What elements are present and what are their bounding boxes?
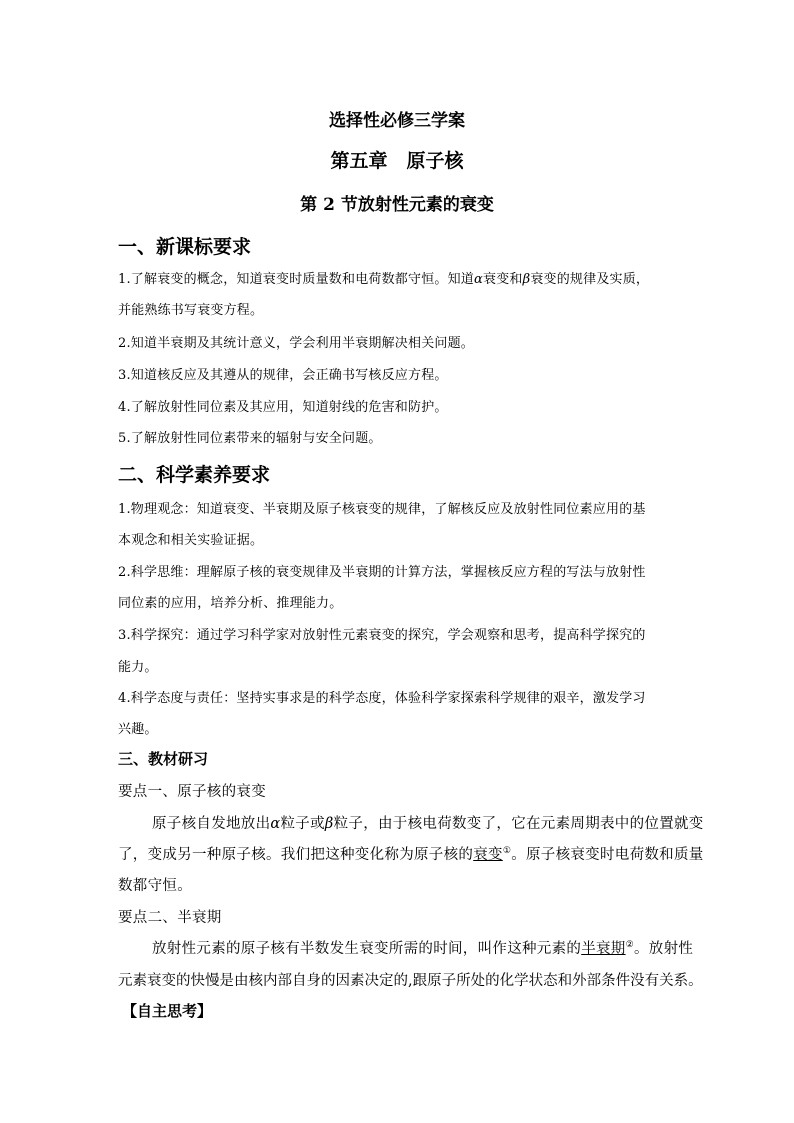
curriculum-item-4: 4.了解放射性同位素及其应用，知道射线的危害和防护。	[118, 400, 448, 415]
chapter-title: 第五章 原子核	[330, 150, 464, 172]
text-run: 衰变和	[483, 272, 523, 287]
curriculum-item-1	[118, 268, 649, 287]
point-2-line-1	[152, 937, 693, 958]
literacy-item-4: 4.科学态度与责任：坚持实事求是的科学态度，体验科学家探索科学规律的艰辛，激发学习	[118, 691, 646, 706]
curriculum-item-5: 5.了解放射性同位素带来的辐射与安全问题。	[118, 431, 382, 446]
point-2-line-2: 元素衰变的快慢是由核内部自身的因素决定的,跟原子所处的化学状态和外部条件没有关系。	[118, 973, 703, 989]
point-2-title: 要点二、半衰期	[118, 910, 222, 926]
literacy-item-1: 1.物理观念：知道衰变、半衰期及原子核衰变的规律，了解核反应及放射性同位素应用的基	[118, 502, 646, 517]
text-run: 放射性元素的原子核有半数发生衰变所需的时间，叫作这种元素的	[152, 941, 582, 957]
point-1-line-1	[152, 812, 704, 833]
heading-science-literacy: 二、科学素养要求	[118, 464, 271, 486]
alpha-symbol: α	[270, 816, 281, 832]
term-decay: 衰变	[473, 847, 503, 863]
text-run: 粒子或	[280, 816, 325, 832]
text-run: 1.了解衰变的概念，知道衰变时质量数和电荷数都守恒。知道	[118, 272, 475, 287]
curriculum-item-3: 3.知道核反应及其遵从的规律，会正确书写核反应方程。	[118, 368, 448, 383]
literacy-item-2-cont: 同位素的应用，培养分析、推理能力。	[118, 596, 343, 611]
literacy-item-2: 2.科学思维：理解原子核的衰变规律及半衰期的计算方法，掌握核反应方程的写法与放射性	[118, 565, 646, 580]
point-1-line-2	[118, 843, 704, 864]
text-run: 了，变成另一种原子核。我们把这种变化称为原子核的	[118, 847, 474, 863]
text-run: 。放射性	[633, 941, 694, 957]
literacy-item-3: 3.科学探究：通过学习科学家对放射性元素衰变的探究，学会观察和思考，提高科学探究的	[118, 628, 646, 643]
text-run: 。原子核衰变时电荷数和质量	[511, 847, 704, 863]
text-run: 粒子，由于核电荷数变了，它在元素周期表中的位置就变	[333, 816, 704, 832]
footnote-mark-1: ①	[502, 846, 512, 857]
curriculum-item-2: 2.知道半衰期及其统计意义，学会利用半衰期解决相关问题。	[118, 336, 475, 351]
term-half-life: 半衰期	[581, 941, 626, 957]
beta-symbol: β	[324, 816, 334, 832]
self-thinking-heading: 【自主思考】	[122, 1002, 213, 1020]
section-title: 第 2 节放射性元素的衰变	[300, 195, 494, 215]
text-run: 衰变的规律及实质，	[530, 272, 650, 287]
book-title: 选择性必修三学案	[329, 111, 465, 131]
footnote-mark-2: ②	[625, 940, 634, 951]
heading-new-curriculum: 一、新课标要求	[118, 236, 252, 258]
literacy-item-3-cont: 能力。	[118, 660, 158, 675]
beta-symbol: β	[522, 272, 531, 287]
alpha-symbol: α	[474, 272, 483, 287]
point-1-title: 要点一、原子核的衰变	[118, 784, 266, 800]
heading-textbook-study: 三、教材研习	[118, 750, 209, 768]
point-1-line-3: 数都守恒。	[118, 878, 192, 894]
literacy-item-1-cont: 本观念和相关实验证据。	[118, 533, 264, 548]
text-run: 原子核自发地放出	[152, 816, 271, 832]
curriculum-item-1-cont: 并能熟练书写衰变方程。	[118, 303, 264, 318]
literacy-item-4-cont: 兴趣。	[118, 722, 158, 737]
